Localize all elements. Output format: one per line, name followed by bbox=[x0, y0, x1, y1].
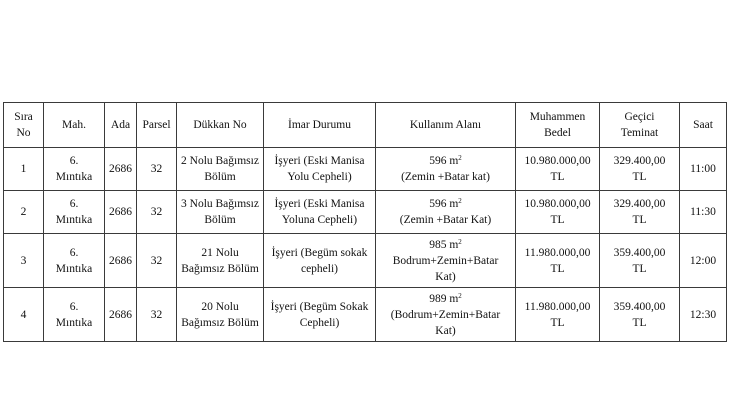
header-text: Geçici bbox=[624, 111, 655, 123]
cell-text: Bölüm bbox=[204, 171, 236, 183]
cell-text: TL bbox=[632, 214, 647, 226]
cell-text: Yolu Cepheli) bbox=[287, 171, 352, 183]
table-row bbox=[4, 234, 727, 288]
cell-dukkan bbox=[177, 191, 264, 234]
cell-text: TL bbox=[632, 262, 647, 275]
cell-teminat bbox=[600, 191, 680, 234]
area-value bbox=[378, 291, 513, 307]
cell-ada: 2686 bbox=[105, 234, 137, 288]
cell-saat: 11:30 bbox=[680, 191, 727, 234]
cell-parsel: 32 bbox=[137, 191, 177, 234]
area-value bbox=[378, 153, 513, 169]
auction-table bbox=[3, 102, 727, 342]
header-dukkan-no: Dükkan No bbox=[177, 103, 264, 148]
cell-mah bbox=[44, 148, 105, 191]
cell-text: 359.400,00 bbox=[613, 246, 666, 259]
cell-text: Mıntıka bbox=[55, 171, 93, 183]
cell-text: TL bbox=[550, 171, 565, 183]
cell-imar bbox=[264, 234, 376, 288]
cell-text: İşyeri (Eski Manisa bbox=[274, 198, 365, 210]
cell-text: 359.400,00 bbox=[613, 300, 666, 313]
cell-text: (Zemin +Batar Kat) bbox=[399, 214, 492, 226]
cell-alan bbox=[376, 234, 516, 288]
cell-text: 21 Nolu bbox=[201, 246, 239, 259]
cell-text: Kat) bbox=[435, 270, 456, 283]
superscript: 2 bbox=[458, 154, 462, 162]
cell-mah bbox=[44, 191, 105, 234]
cell-imar bbox=[264, 191, 376, 234]
cell-text: 2 Nolu Bağımsız bbox=[181, 155, 259, 167]
cell-saat: 12:30 bbox=[680, 288, 727, 342]
cell-dukkan bbox=[177, 148, 264, 191]
cell-text: 20 Nolu bbox=[201, 300, 239, 313]
cell-imar bbox=[264, 288, 376, 342]
cell-text: İşyeri (Begüm Sokak bbox=[270, 300, 369, 313]
cell-bedel bbox=[516, 288, 600, 342]
cell-text: 6. bbox=[69, 198, 79, 210]
cell-text: 11.980.000,00 bbox=[524, 246, 591, 259]
cell-text: 6. bbox=[69, 300, 79, 313]
cell-mah bbox=[44, 234, 105, 288]
cell-text: Kat) bbox=[435, 324, 456, 337]
cell-text: Bodrum+Zemin+Batar bbox=[392, 254, 499, 267]
header-row bbox=[4, 103, 727, 148]
superscript: 2 bbox=[458, 197, 462, 205]
superscript: 2 bbox=[458, 237, 462, 246]
cell-ada: 2686 bbox=[105, 148, 137, 191]
table-row bbox=[4, 288, 727, 342]
cell-text: 989 m bbox=[429, 292, 459, 305]
header-saat: Saat bbox=[680, 103, 727, 148]
cell-alan bbox=[376, 148, 516, 191]
header-text: Teminat bbox=[620, 127, 659, 139]
cell-parsel: 32 bbox=[137, 234, 177, 288]
cell-text: Cepheli) bbox=[299, 316, 340, 329]
cell-text: Mıntıka bbox=[55, 214, 93, 226]
cell-text: 329.400,00 bbox=[613, 155, 666, 167]
header-text: No bbox=[16, 127, 31, 139]
header-mah: Mah. bbox=[44, 103, 105, 148]
cell-text: Bağımsız Bölüm bbox=[181, 262, 259, 275]
header-text: Bedel bbox=[544, 127, 571, 139]
cell-text: İşyeri (Begüm sokak bbox=[271, 246, 368, 259]
cell-saat: 12:00 bbox=[680, 234, 727, 288]
cell-teminat bbox=[600, 288, 680, 342]
cell-saat: 11:00 bbox=[680, 148, 727, 191]
cell-text: 11.980.000,00 bbox=[524, 300, 591, 313]
cell-text: 6. bbox=[69, 155, 79, 167]
cell-sira: 3 bbox=[4, 234, 44, 288]
cell-sira: 4 bbox=[4, 288, 44, 342]
cell-text: TL bbox=[550, 316, 565, 329]
cell-text: 985 m bbox=[429, 238, 459, 251]
cell-text: Mıntıka bbox=[55, 262, 93, 275]
cell-sira: 2 bbox=[4, 191, 44, 234]
cell-text: TL bbox=[550, 214, 565, 226]
cell-mah bbox=[44, 288, 105, 342]
cell-teminat bbox=[600, 234, 680, 288]
cell-text: (Bodrum+Zemin+Batar bbox=[390, 308, 501, 321]
cell-text: cepheli) bbox=[300, 262, 339, 275]
cell-text: 10.980.000,00 bbox=[524, 155, 591, 167]
cell-text: Bölüm bbox=[204, 214, 236, 226]
header-imar-durumu: İmar Durumu bbox=[264, 103, 376, 148]
header-gecici-teminat bbox=[600, 103, 680, 148]
header-text: Sıra bbox=[14, 111, 33, 123]
cell-text: 10.980.000,00 bbox=[524, 198, 591, 210]
cell-ada: 2686 bbox=[105, 191, 137, 234]
cell-parsel: 32 bbox=[137, 148, 177, 191]
header-sira-no bbox=[4, 103, 44, 148]
cell-text: (Zemin +Batar kat) bbox=[401, 171, 490, 183]
cell-text: Mıntıka bbox=[55, 316, 93, 329]
cell-text: İşyeri (Eski Manisa bbox=[274, 155, 365, 167]
cell-ada: 2686 bbox=[105, 288, 137, 342]
cell-bedel bbox=[516, 234, 600, 288]
header-kullanim-alani: Kullanım Alanı bbox=[376, 103, 516, 148]
cell-text: Yoluna Cepheli) bbox=[281, 214, 358, 226]
table-row bbox=[4, 191, 727, 234]
cell-text: TL bbox=[632, 171, 647, 183]
cell-alan bbox=[376, 191, 516, 234]
cell-text: 6. bbox=[69, 246, 79, 259]
cell-text: 3 Nolu Bağımsız bbox=[181, 198, 259, 210]
cell-text: TL bbox=[632, 316, 647, 329]
superscript: 2 bbox=[458, 291, 462, 300]
cell-text: 596 m bbox=[429, 198, 459, 210]
cell-text: 596 m bbox=[429, 155, 459, 167]
cell-parsel: 32 bbox=[137, 288, 177, 342]
cell-alan bbox=[376, 288, 516, 342]
cell-text: 329.400,00 bbox=[613, 198, 666, 210]
header-muhammen-bedel bbox=[516, 103, 600, 148]
cell-text: Bağımsız Bölüm bbox=[181, 316, 259, 329]
cell-bedel bbox=[516, 148, 600, 191]
cell-dukkan bbox=[177, 288, 264, 342]
header-ada: Ada bbox=[105, 103, 137, 148]
table-row bbox=[4, 148, 727, 191]
header-parsel: Parsel bbox=[137, 103, 177, 148]
header-text: Muhammen bbox=[529, 111, 586, 123]
cell-sira: 1 bbox=[4, 148, 44, 191]
cell-teminat bbox=[600, 148, 680, 191]
cell-bedel bbox=[516, 191, 600, 234]
cell-imar bbox=[264, 148, 376, 191]
area-value bbox=[378, 196, 513, 212]
cell-dukkan bbox=[177, 234, 264, 288]
area-value bbox=[378, 237, 513, 253]
cell-text: TL bbox=[550, 262, 565, 275]
